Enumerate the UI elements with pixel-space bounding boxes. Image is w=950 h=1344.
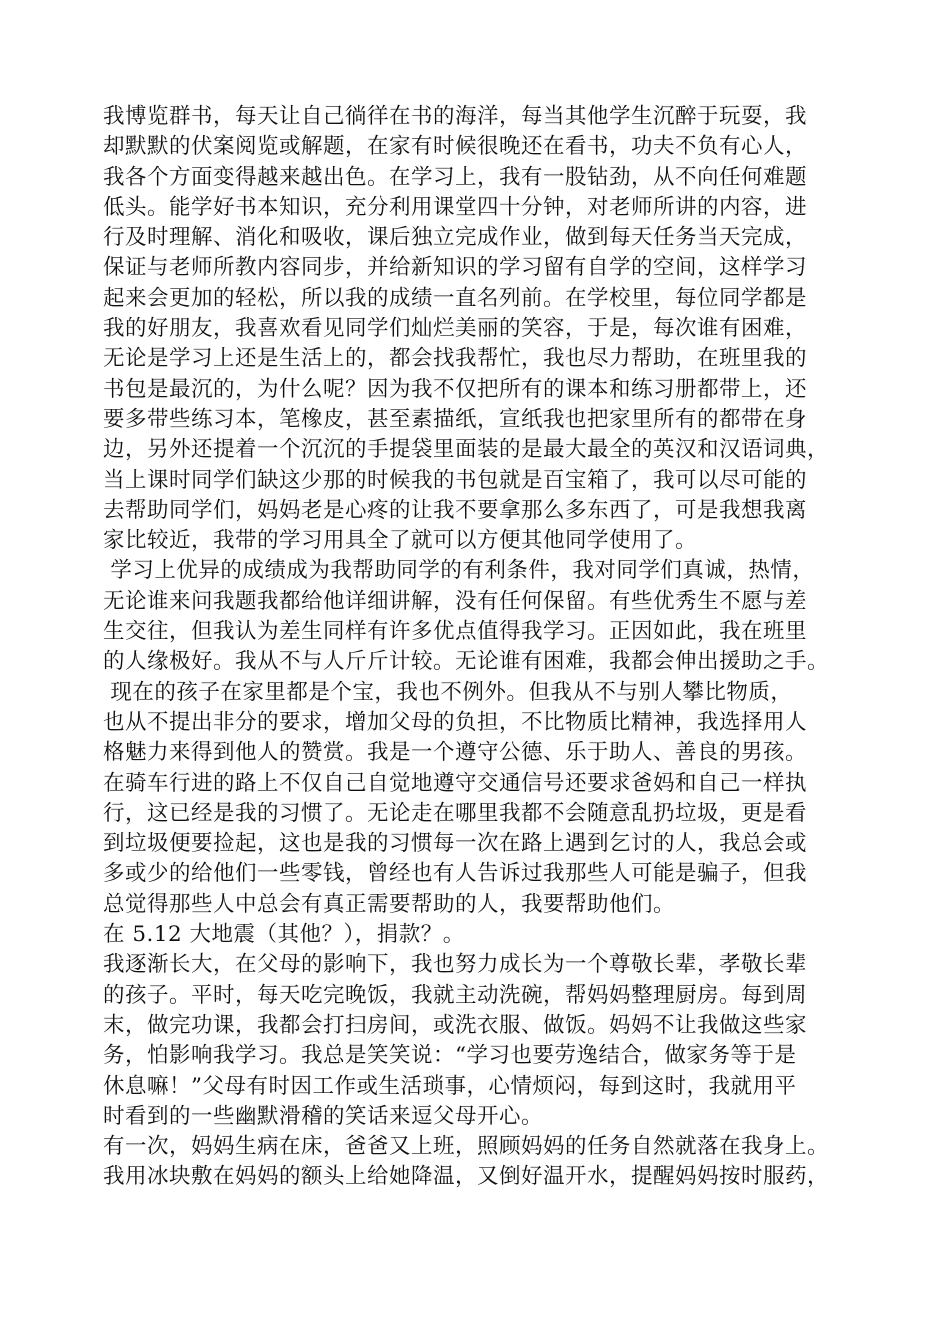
text-line: 我各个方面变得越来越出色。在学习上，我有一股钻劲，从不向任何难题 (103, 164, 808, 190)
text-line: 有一次，妈妈生病在床，爸爸又上班，照顾妈妈的任务自然就落在我身上。 (103, 1134, 830, 1160)
text-line: 边，另外还提着一个沉沉的手提袋里面装的是最大最全的英汉和汉语词典， (103, 437, 830, 463)
text-line: 去帮助同学们，妈妈老是心疼的让我不要拿那么多东西了，可是我想我离 (103, 497, 808, 523)
text-line: 务，怕影响我学习。我总是笑笑说：“学习也要劳逸结合，做家务等于是 (103, 1043, 797, 1069)
text-line: 书包是最沉的，为什么呢？因为我不仅把所有的课本和练习册都带上，还 (103, 376, 808, 402)
text-line: 行及时理解、消化和吸收，课后独立完成作业，做到每天任务当天完成， (103, 225, 808, 251)
text-line: 多或少的给他们一些零钱，曾经也有人告诉过我那些人可能是骗子，但我 (103, 861, 808, 887)
text-line: 低头。能学好书本知识，充分利用课堂四十分钟，对老师所讲的内容，进 (103, 194, 808, 220)
text-line: 我的好朋友，我喜欢看见同学们灿烂美丽的笑容，于是，每次谁有困难， (103, 316, 808, 342)
text-line: 到垃圾便要捡起，这也是我的习惯每一次在路上遇到乞讨的人，我总会或 (103, 831, 808, 857)
text-line: 起来会更加的轻松，所以我的成绩一直名列前。在学校里，每位同学都是 (103, 285, 808, 311)
text-line: 时看到的一些幽默滑稽的笑话来逗父母开心。 (103, 1103, 544, 1129)
text-line: 生交往，但我认为差生同样有许多优点值得我学习。正因如此，我在班里 (103, 619, 808, 645)
text-line: 的人缘极好。我从不与人斤斤计较。无论谁有困难，我都会伸出援助之手。 (103, 649, 830, 675)
text-line: 现在的孩子在家里都是个宝，我也不例外。但我从不与别人攀比物质， (103, 679, 793, 705)
text-line: 休息嘛！”父母有时因工作或生活琐事，心情烦闷，每到这时，我就用平 (103, 1073, 797, 1099)
text-line: 的孩子。平时，每天吃完晚饭，我就主动洗碗，帮妈妈整理厨房。每到周 (103, 982, 808, 1008)
text-line: 当上课时同学们缺这少那的时候我的书包就是百宝箱了，我可以尽可能的 (103, 467, 808, 493)
text-line: 家比较近，我带的学习用具全了就可以方便其他同学使用了。 (103, 528, 698, 554)
text-line: 也从不提出非分的要求，增加父母的负担，不比物质比精神，我选择用人 (103, 709, 808, 735)
text-line: 总觉得那些人中总会有真正需要帮助的人，我要帮助他们。 (103, 891, 676, 917)
text-line: 在 5.12 大地震（其他？），捐款？。 (103, 922, 465, 948)
text-line: 保证与老师所教内容同步，并给新知识的学习留有自学的空间，这样学习 (103, 255, 808, 281)
text-line: 要多带些练习本，笔橡皮，甚至素描纸，宣纸我也把家里所有的都带在身 (103, 406, 808, 432)
text-line: 我博览群书，每天让自己徜徉在书的海洋，每当其他学生沉醉于玩耍，我 (103, 104, 808, 129)
text-line: 格魅力来得到他人的赞赏。我是一个遵守公德、乐于助人、善良的男孩。 (103, 740, 808, 766)
text-line: 我用冰块敷在妈妈的额头上给她降温，又倒好温开水，提醒妈妈按时服药， (103, 1164, 830, 1190)
text-line: 末，做完功课，我都会打扫房间，或洗衣服、做饭。妈妈不让我做这些家 (103, 1012, 808, 1038)
text-line: 却默默的伏案阅览或解题，在家有时候很晚还在看书，功夫不负有心人， (103, 134, 808, 160)
document-body (103, 102, 873, 1193)
text-line: 在骑车行进的路上不仅自己自觉地遵守交通信号还要求爸妈和自己一样执 (103, 770, 808, 796)
text-line: 行，这已经是我的习惯了。无论走在哪里我都不会随意乱扔垃圾，更是看 (103, 800, 808, 826)
text-line: 无论谁来问我题我都给他详细讲解，没有任何保留。有些优秀生不愿与差 (103, 588, 808, 614)
text-line: 无论是学习上还是生活上的，都会找我帮忙，我也尽力帮助，在班里我的 (103, 346, 808, 372)
text-line: 学习上优异的成绩成为我帮助同学的有利条件，我对同学们真诚，热情， (103, 558, 815, 584)
text-line: 我逐渐长大，在父母的影响下，我也努力成长为一个尊敬长辈，孝敬长辈 (103, 952, 808, 978)
